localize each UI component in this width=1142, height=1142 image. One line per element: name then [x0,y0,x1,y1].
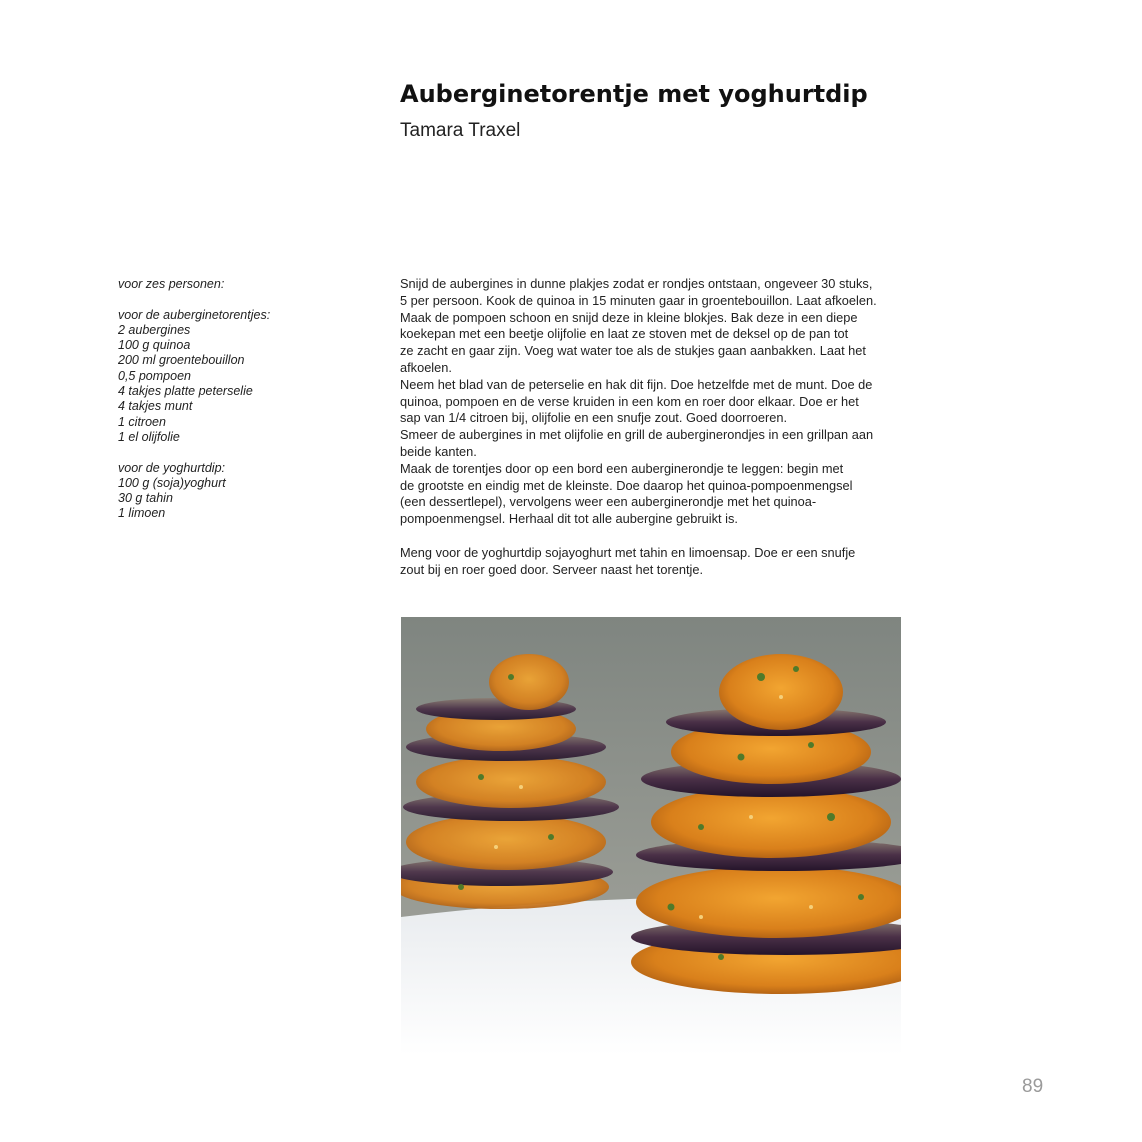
ingredient-line: 1 limoen [118,506,166,521]
method-line: Snijd de aubergines in dunne plakjes zodat er rondjes ontstaan, ongeveer 30 stuks, [400,276,873,291]
recipe-photo [401,617,901,1055]
ingredient-line [118,292,368,307]
ingredients-list [118,277,368,522]
ingredient-line: 1 citroen [118,414,166,429]
method-line: zout bij en roer goed door. Serveer naast het torentje. [400,561,704,577]
ingredient-line: 4 takjes platte peterselie [118,384,253,399]
method-line: Maak de pompoen schoon en snijd deze in kleine blokjes. Bak deze in een diepe [400,309,858,325]
method-line: pompoenmengsel. Herhaal dit tot alle aubergine gebruikt is. [400,511,738,527]
page-number: 89 [1022,1076,1044,1097]
method-line: Neem het blad van de peterselie en hak dit fijn. Doe hetzelfde met de munt. Doe de [400,376,873,392]
method-line: de grootste en eindig met de kleinste. Doe daarop het quinoa-pompoenmengsel [400,477,853,493]
method-line: koekepan met een beetje olijfolie en laat ze stoven met de deksel op de pan tot [400,326,849,342]
method-line: afkoelen. [400,359,452,375]
method-line: 5 per persoon. Kook de quinoa in 15 minuten gaar in groentebouillon. Laat afkoelen. [400,292,877,308]
method-line: quinoa, pompoen en de verse kruiden in een kom en roer door elkaar. Doe er het [400,393,859,409]
method-line: (een dessertlepel), vervolgens weer een auberginerondje met het quinoa- [400,494,817,510]
ingredient-line: 1 el olijfolie [118,429,180,444]
method-text [400,276,910,578]
method-line: beide kanten. [400,443,477,459]
ingredient-line: 0,5 pompoen [118,368,191,383]
ingredient-line: voor de yoghurtdip: [118,460,226,475]
ingredient-line: 4 takjes munt [118,399,193,414]
ingredient-line: voor zes personen: [118,277,225,291]
method-line: sap van 1/4 citroen bij, olijfolie en een snufje zout. Goed doorroeren. [400,410,787,426]
method-line: Maak de torentjes door op een bord een auberginerondje te leggen: begin met [400,460,844,476]
ingredient-line: 100 g quinoa [118,338,191,353]
ingredient-line: voor de auberginetorentjes: [118,307,271,322]
method-line: ze zacht en gaar zijn. Voeg wat water toe als de stukjes gaan aanbakken. Laat het [400,343,866,359]
method-line [400,528,910,545]
ingredient-line: 30 g tahin [118,491,173,506]
ingredient-line: 2 aubergines [118,322,191,337]
method-line: Smeer de aubergines in met olijfolie en grill de auberginerondjes in een grillpan aan [400,427,874,443]
recipe-title: Auberginetorentje met yoghurtdip [400,80,868,108]
recipe-author: Tamara Traxel [400,120,521,141]
ingredient-line: 200 ml groentebouillon [118,353,245,368]
ingredient-line [118,445,368,460]
ingredient-line: 100 g (soja)yoghurt [118,475,226,490]
method-line: Meng voor de yoghurtdip sojayoghurt met tahin en limoensap. Doe er een snufje [400,544,856,560]
